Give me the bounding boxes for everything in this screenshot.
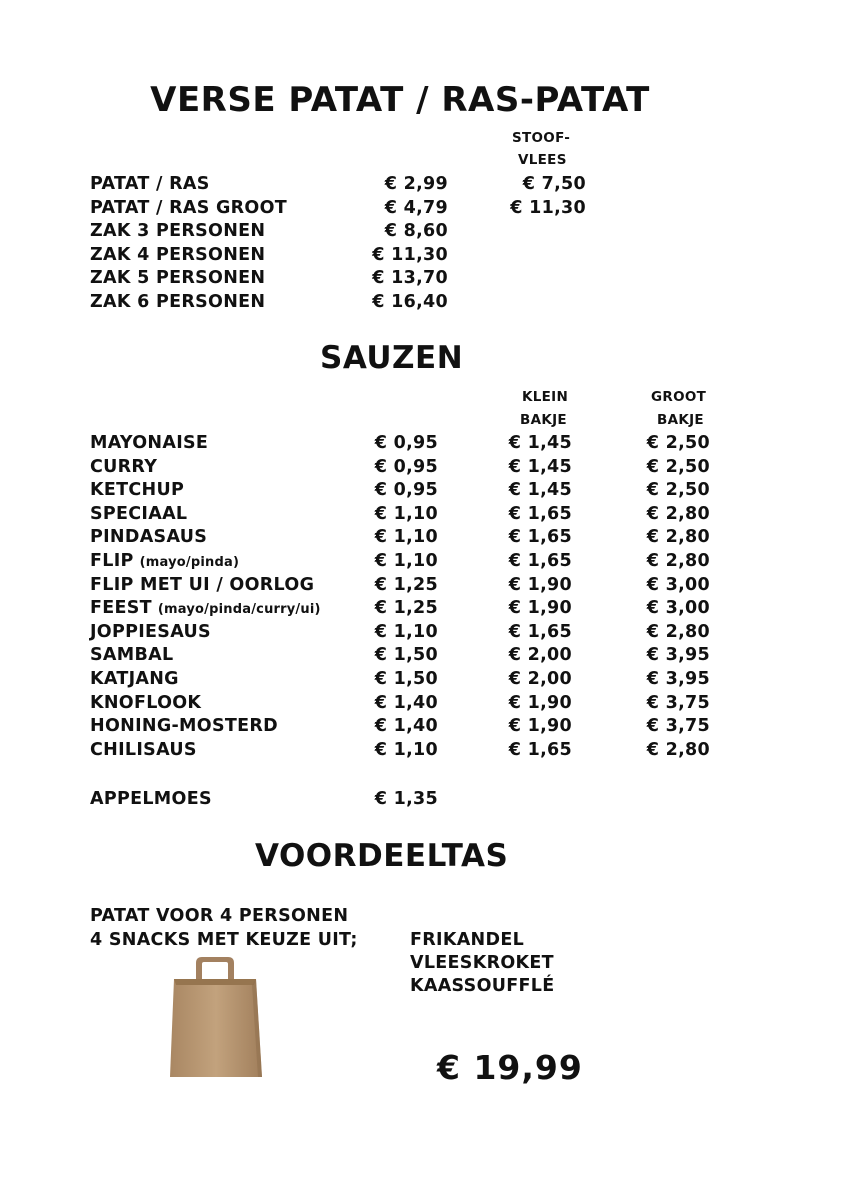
sauce-item-price: € 1,10 (374, 621, 438, 642)
sauce-item-klein: € 1,65 (508, 527, 572, 548)
sauce-item-name: KATJANG (90, 669, 179, 689)
sauce-item-groot: € 2,80 (646, 503, 710, 524)
sauce-item-name: FEEST (90, 598, 152, 619)
patat-item-price: € 2,99 (384, 174, 448, 194)
klein-header-1: KLEIN (522, 389, 569, 405)
sauce-item-groot: € 3,75 (646, 692, 710, 713)
sauce-item (90, 551, 239, 571)
appelmoes-name: APPELMOES (90, 789, 212, 809)
voordeeltas-price: € 19,99 (437, 1048, 583, 1087)
snack-vleeskroket: VLEESKROKET (410, 953, 554, 973)
sauce-item-price: € 1,40 (374, 692, 438, 713)
sauce-item-klein: € 1,45 (508, 480, 572, 501)
groot-header-1: GROOT (651, 389, 707, 405)
sauce-item-klein: € 1,65 (508, 503, 572, 524)
sauce-item-klein: € 1,65 (508, 621, 572, 642)
patat-item-price: € 4,79 (384, 197, 448, 218)
sauce-item-price: € 0,95 (374, 480, 438, 501)
sauce-item-klein: € 2,00 (508, 645, 572, 666)
voordeeltas-line2: 4 SNACKS MET KEUZE UIT; (90, 930, 358, 950)
stoofvlees-header-2: VLEES (518, 152, 567, 168)
patat-item-price: € 13,70 (372, 268, 448, 288)
sauce-item-note: (mayo/pinda) (139, 555, 240, 570)
sauce-item-groot: € 3,00 (646, 574, 710, 595)
sauce-item (90, 480, 184, 500)
sauce-item-klein: € 1,65 (508, 551, 572, 571)
patat-item-name: PATAT / RAS GROOT (90, 197, 288, 218)
sauce-item-groot: € 2,80 (646, 739, 710, 760)
sauce-item-groot: € 2,50 (646, 433, 710, 453)
patat-item-name: PATAT / RAS (90, 174, 210, 194)
sauce-item (90, 598, 321, 618)
sauce-item-klein: € 2,00 (508, 669, 572, 689)
sauzen-title: SAUZEN (320, 340, 464, 376)
sauce-item-klein: € 1,65 (508, 739, 572, 760)
sauce-item-name: JOPPIESAUS (90, 621, 211, 642)
sauce-item-name: MAYONAISE (90, 433, 209, 453)
patat-item-stoofvlees: € 7,50 (522, 174, 586, 194)
sauce-item-name: SPECIAAL (90, 503, 188, 524)
sauce-item (90, 433, 208, 453)
sauce-item-price: € 1,50 (374, 645, 438, 666)
sauce-item-price: € 1,50 (374, 669, 438, 689)
patat-item-price: € 16,40 (372, 291, 448, 312)
sauce-item (90, 716, 278, 736)
sauce-item-name: CURRY (90, 456, 158, 477)
sauce-item (90, 575, 314, 595)
snack-frikandel: FRIKANDEL (410, 930, 525, 950)
sauce-item-name: HONING-MOSTERD (90, 716, 278, 737)
voordeeltas-line1: PATAT VOOR 4 PERSONEN (90, 906, 349, 926)
patat-item-name: ZAK 4 PERSONEN (90, 244, 266, 265)
sauce-item-name: CHILISAUS (90, 739, 197, 760)
sauce-item-groot: € 3,75 (646, 716, 710, 737)
appelmoes-price: € 1,35 (374, 789, 438, 809)
sauce-item (90, 740, 197, 760)
sauce-item (90, 669, 179, 689)
sauce-item-price: € 1,10 (374, 551, 438, 571)
groot-header-2: BAKJE (657, 412, 704, 428)
patat-item-price: € 11,30 (372, 244, 448, 265)
patat-item-price: € 8,60 (384, 221, 448, 241)
sauce-item-price: € 1,25 (374, 574, 438, 595)
sauce-item-name: FLIP MET UI / OORLOG (90, 574, 315, 595)
sauce-item-groot: € 2,80 (646, 621, 710, 642)
sauce-item-groot: € 3,95 (646, 669, 710, 689)
sauce-item-name: FLIP (90, 551, 134, 571)
sauce-item (90, 622, 211, 642)
snack-kaassouffle: KAASSOUFFLÉ (410, 976, 555, 996)
patat-title: VERSE PATAT / RAS-PATAT (150, 80, 650, 120)
paper-bag-icon (166, 955, 266, 1085)
sauce-item-name: PINDASAUS (90, 527, 208, 548)
sauce-item-name: KETCHUP (90, 480, 185, 501)
sauce-item-klein: € 1,90 (508, 598, 572, 619)
sauce-item-price: € 1,10 (374, 527, 438, 548)
sauce-item-klein: € 1,90 (508, 716, 572, 737)
klein-header-2: BAKJE (520, 412, 567, 428)
sauce-item (90, 504, 187, 524)
sauce-item (90, 645, 173, 665)
sauce-item-groot: € 2,80 (646, 551, 710, 571)
sauce-item-price: € 0,95 (374, 433, 438, 453)
sauce-item-klein: € 1,90 (508, 574, 572, 595)
sauce-item-klein: € 1,45 (508, 456, 572, 477)
stoofvlees-header-1: STOOF- (512, 130, 571, 146)
sauce-item-groot: € 3,00 (646, 598, 710, 619)
sauce-item-groot: € 3,95 (646, 645, 710, 666)
sauce-item-name: SAMBAL (90, 645, 174, 666)
sauce-item-price: € 1,10 (374, 503, 438, 524)
patat-item-stoofvlees: € 11,30 (510, 197, 586, 218)
sauce-item-price: € 0,95 (374, 456, 438, 477)
sauce-item-price: € 1,25 (374, 598, 438, 619)
sauce-item-price: € 1,10 (374, 739, 438, 760)
sauce-item-groot: € 2,80 (646, 527, 710, 548)
sauce-item-groot: € 2,50 (646, 456, 710, 477)
sauce-item (90, 527, 207, 547)
patat-item-name: ZAK 5 PERSONEN (90, 268, 266, 288)
voordeeltas-title: VOORDEELTAS (255, 838, 509, 874)
sauce-item-groot: € 2,50 (646, 480, 710, 501)
sauce-item (90, 693, 201, 713)
patat-item-name: ZAK 3 PERSONEN (90, 221, 266, 241)
sauce-item-name: KNOFLOOK (90, 692, 202, 713)
sauce-item-note: (mayo/pinda/curry/ui) (157, 602, 321, 618)
patat-item-name: ZAK 6 PERSONEN (90, 291, 266, 312)
sauce-item (90, 457, 157, 477)
sauce-item-klein: € 1,90 (508, 692, 572, 713)
sauce-item-price: € 1,40 (374, 716, 438, 737)
sauce-item-klein: € 1,45 (508, 433, 572, 453)
